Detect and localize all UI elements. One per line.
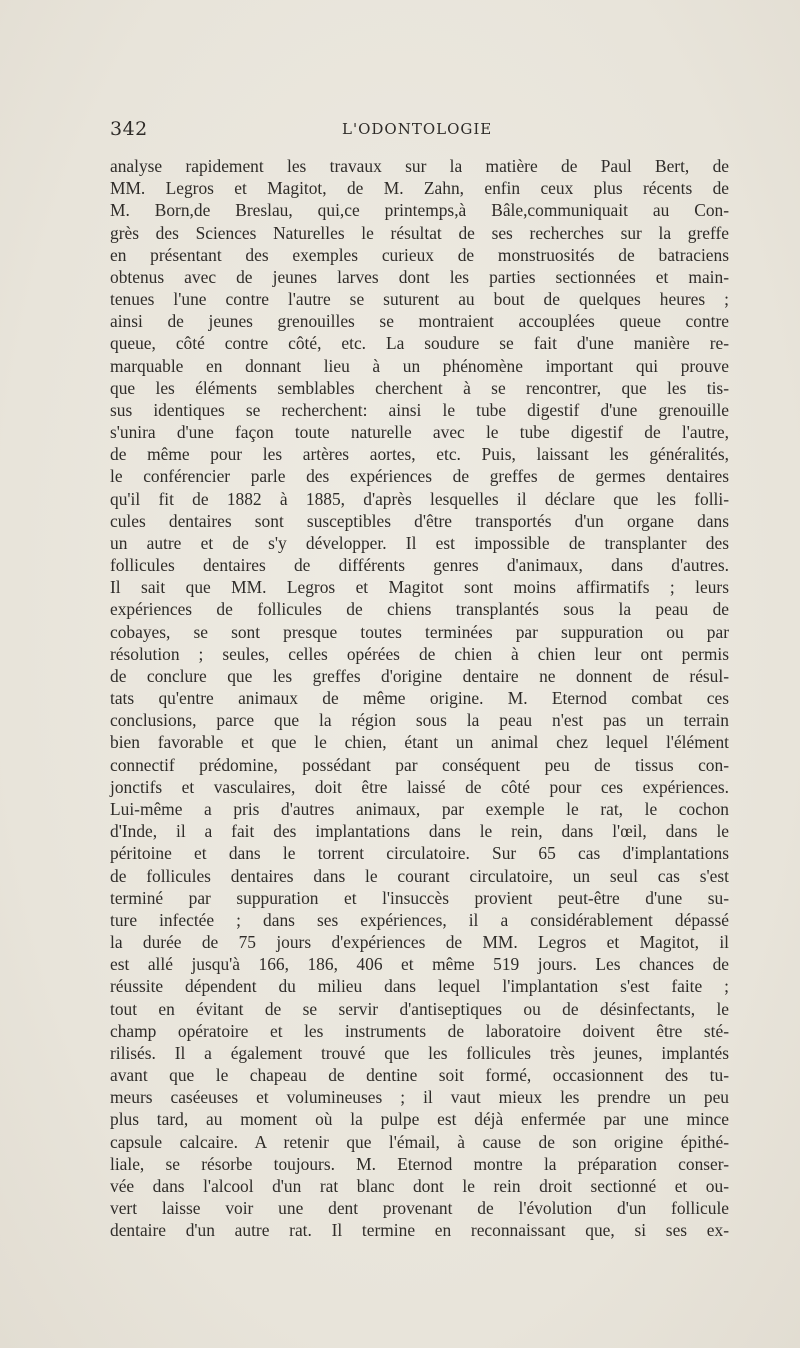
text-line: de même pour les artères aortes, etc. Puis, laissant les généralités, — [110, 444, 729, 465]
text-line: sus identiques se recherchent: ainsi le tube digestif d'une grenouille — [110, 399, 729, 420]
text-line: grès des Sciences Naturelles le résultat de ses recherches sur la greffe — [110, 222, 729, 243]
body-paragraph — [110, 155, 729, 1241]
text-line: queue, côté contre côté, etc. La soudure se fait d'une manière re- — [110, 333, 729, 354]
text-line: dentaire d'un autre rat. Il termine en reconnaissant que, si ses ex- — [110, 1220, 729, 1241]
text-line: réussite dépendent du milieu dans lequel l'implantation s'est faite ; — [110, 976, 729, 997]
text-line: tout en évitant de se servir d'antiseptiques ou de désinfectants, le — [110, 998, 729, 1019]
text-line: avant que le chapeau de dentine soit formé, occasionnent des tu- — [110, 1065, 729, 1086]
page-number: 342 — [110, 118, 148, 140]
text-line: follicules dentaires de différents genres d'animaux, dans d'autres. — [110, 555, 729, 576]
text-line: Il sait que MM. Legros et Magitot sont moins affirmatifs ; leurs — [110, 577, 729, 598]
text-line: expériences de follicules de chiens transplantés sous la peau de — [110, 599, 729, 620]
text-line: la durée de 75 jours d'expériences de MM. Legros et Magitot, il — [110, 932, 729, 953]
text-line: jonctifs et vasculaires, doit être laissé de côté pour ces expériences. — [110, 776, 729, 797]
text-line: bien favorable et que le chien, étant un animal chez lequel l'élément — [110, 732, 729, 753]
text-line: le conférencier parle des expériences de greffes de germes dentaires — [110, 466, 729, 487]
text-line: vert laisse voir une dent provenant de l'évolution d'un follicule — [110, 1198, 729, 1219]
text-line: capsule calcaire. A retenir que l'émail, à cause de son origine épithé- — [110, 1131, 729, 1152]
text-line: marquable en donnant lieu à un phénomène important qui prouve — [110, 355, 729, 376]
text-line: d'Inde, il a fait des implantations dans le rein, dans l'œil, dans le — [110, 821, 729, 842]
text-line: de conclure que les greffes d'origine dentaire ne donnent de résul- — [110, 665, 729, 686]
text-line: s'unira d'une façon toute naturelle avec le tube digestif de l'autre, — [110, 422, 729, 443]
text-line: un autre et de s'y développer. Il est impossible de transplanter des — [110, 532, 729, 553]
text-line: que les éléments semblables cherchent à se rencontrer, que les tis- — [110, 377, 729, 398]
text-line: cules dentaires sont susceptibles d'être transportés d'un organe dans — [110, 510, 729, 531]
text-line: en présentant des exemples curieux de monstruosités de batraciens — [110, 244, 729, 265]
text-line: Lui-même a pris d'autres animaux, par exemple le rat, le cochon — [110, 798, 729, 819]
text-line: qu'il fit de 1882 à 1885, d'après lesquelles il déclare que les folli- — [110, 488, 729, 509]
text-line: tenues l'une contre l'autre se suturent au bout de quelques heures ; — [110, 289, 729, 310]
text-line: plus tard, au moment où la pulpe est déjà enfermée par une mince — [110, 1109, 729, 1130]
text-line: résolution ; seules, celles opérées de chien à chien leur ont permis — [110, 643, 729, 664]
text-line: conclusions, parce que la région sous la peau n'est pas un terrain — [110, 710, 729, 731]
running-head: L'ODONTOLOGIE — [342, 120, 493, 138]
text-line: meurs caséeuses et volumineuses ; il vaut mieux les prendre un peu — [110, 1087, 729, 1108]
text-line: rilisés. Il a également trouvé que les follicules très jeunes, implantés — [110, 1042, 729, 1063]
text-line: péritoine et dans le torrent circulatoire. Sur 65 cas d'implantations — [110, 843, 729, 864]
text-line: est allé jusqu'à 166, 186, 406 et même 519 jours. Les chances de — [110, 954, 729, 975]
text-line: MM. Legros et Magitot, de M. Zahn, enfin ceux plus récents de — [110, 178, 729, 199]
page-header — [110, 118, 729, 144]
text-line: de follicules dentaires dans le courant circulatoire, un seul cas s'est — [110, 865, 729, 886]
text-line: ainsi de jeunes grenouilles se montraient accouplées queue contre — [110, 311, 729, 332]
text-line: tats qu'entre animaux de même origine. M. Eternod combat ces — [110, 688, 729, 709]
text-line: analyse rapidement les travaux sur la matière de Paul Bert, de — [110, 156, 729, 176]
text-line: cobayes, se sont presque toutes terminées par suppuration ou par — [110, 621, 729, 642]
text-line: ture infectée ; dans ses expériences, il a considérablement dépassé — [110, 909, 729, 930]
text-line: M. Born,de Breslau, qui,ce printemps,à Bâle,communiquait au Con- — [110, 200, 729, 221]
text-line: terminé par suppuration et l'insuccès provient peut-être d'une su- — [110, 887, 729, 908]
text-line: liale, se résorbe toujours. M. Eternod montre la préparation conser- — [110, 1153, 729, 1174]
text-line: vée dans l'alcool d'un rat blanc dont le rein droit sectionné et ou- — [110, 1175, 729, 1196]
text-line: champ opératoire et les instruments de laboratoire doivent être sté- — [110, 1020, 729, 1041]
text-line: connectif prédomine, possédant par conséquent peu de tissus con- — [110, 754, 729, 775]
text-line: obtenus avec de jeunes larves dont les parties sectionnées et main- — [110, 266, 729, 287]
